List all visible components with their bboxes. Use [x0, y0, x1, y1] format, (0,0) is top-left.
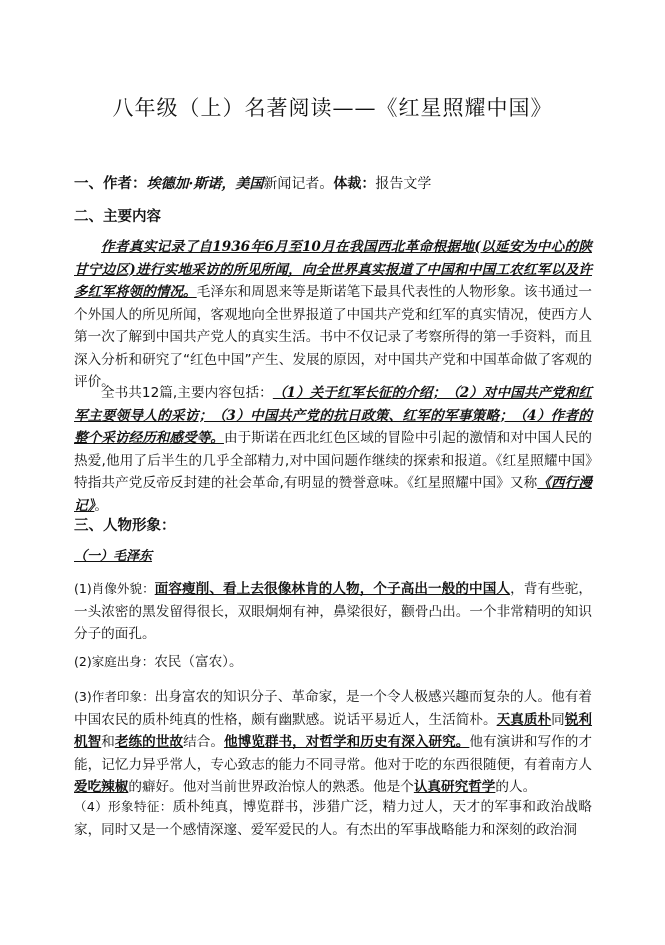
paragraph-end: 。 — [94, 497, 108, 514]
traits-item — [74, 796, 592, 841]
author-description: 新闻记者。 — [263, 176, 334, 192]
family-text: 农民（富农）。 — [154, 654, 243, 670]
highlight-naive: 天真质朴 — [496, 711, 552, 728]
traits-label: （4）形象特征： — [74, 799, 173, 814]
main-content-paragraph-1 — [74, 236, 592, 394]
family-item — [74, 651, 592, 674]
genre-label: 体裁： — [333, 176, 376, 192]
traits-text: 质朴纯真，博览群书，涉猎广泛，精力过人，天才的军事和政治战略家，同时又是一个感情深邃、爱军爱民的人。有杰出的军事战略能力和深刻的政治洞 — [74, 799, 592, 838]
portrait-highlight: 面容瘦削、看上去很像林肯的人物，个子高出一般的中国人 — [154, 581, 511, 597]
genre-value: 报告文学 — [375, 176, 432, 192]
section3-heading: 三、人物形象： — [74, 518, 176, 534]
highlight-chili: 爱吃辣椒 — [74, 779, 129, 795]
highlight-wellread: 他博览群书，对哲学和历史有深入研究。 — [223, 734, 470, 750]
subheading-mao: （一）毛泽东 — [74, 549, 153, 564]
alt-title: 《西行漫记》 — [74, 475, 592, 514]
highlight-sharp: 锐利机智 — [74, 711, 593, 750]
handwritten-summary: 作者真实记录了自1936年6月至10月在我国西北革命根据地(以延安为中心的陕甘宁边区)进行实地采访的所见所闻，向全世界真实报道了中国和中国工农红军以及许多红军将领的情况。 — [74, 239, 592, 300]
highlight-philosophy: 认真研究哲学 — [413, 779, 496, 795]
main-content-paragraph-2 — [74, 382, 592, 517]
summary-text: 毛泽东和周恩来等是斯诺笔下最具代表性的人物形象。该书通过一个外国人的所见所闻，客观地向全世界报道了中国共产党和红军的真实情况，使西方人第一次了解到中国共产党人的真实生活。书中不仅记录了考察所得的第一手资料，而且深入分析和研究了“红色中国”产生、发展的原因，对中国共产党和中国革命做了客观的评价。 — [74, 284, 593, 390]
document-title: 八年级（上）名著阅读——《红星照耀中国》 — [112, 96, 553, 120]
chapters-description: 由于斯诺在西北红色区域的冒险中引起的激情和对中国人民的热爱,他用了后半生的几乎全部精力,对中国问题作继续的探索和报道。《红星照耀中国》特指共产党反帝反封建的社会革命,有明显的赞誉意味。《红星照耀中国》又称 — [74, 430, 593, 491]
chapters-list: （1）关于红军长征的介绍；（2）对中国共产党和红军主要领导人的采访；（3）中国共产党的抗日政策、红军的军事策略；（4）作者的整个采访经历和感受等。 — [74, 385, 592, 446]
author-line — [74, 172, 431, 193]
impression-label: (3)作者印象： — [74, 689, 155, 704]
author-name: 埃德加·斯诺，美国 — [146, 176, 264, 192]
section1-heading: 一、作者： — [74, 176, 147, 192]
impression-item: (3)作者印象：出身富农的知识分子、革命家，是一个令人极感兴趣而复杂的人。他有着中国农民的质朴纯真的性格，颇有幽默感。说话平易近人，生活简朴。天真质朴同锐利机智和老练的世故结合。他博览群书，对哲学和历史有深入研究。他有演讲和写作的才能，记忆力异乎常人，专心致志的能力不同寻常。他对于吃的东西很随便，有着南方人爱吃辣椒的癖好。他对当前世界政治惊人的熟悉。他是个认真研究哲学的人。 — [74, 689, 593, 795]
family-label: (2)家庭出身： — [74, 654, 155, 669]
section2-heading: 二、主要内容 — [74, 209, 161, 225]
portrait-item — [74, 578, 592, 646]
chapters-intro: 全书共12篇,主要内容包括： — [101, 385, 273, 401]
portrait-text: ，背有些驼，一头浓密的黑发留得很长，双眼炯炯有神，鼻梁很好，颧骨凸出。一个非常精明的知识分子的面孔。 — [74, 581, 593, 642]
highlight-worldly: 老练的世故 — [114, 734, 184, 750]
portrait-label: (1)肖像外貌： — [74, 581, 155, 596]
